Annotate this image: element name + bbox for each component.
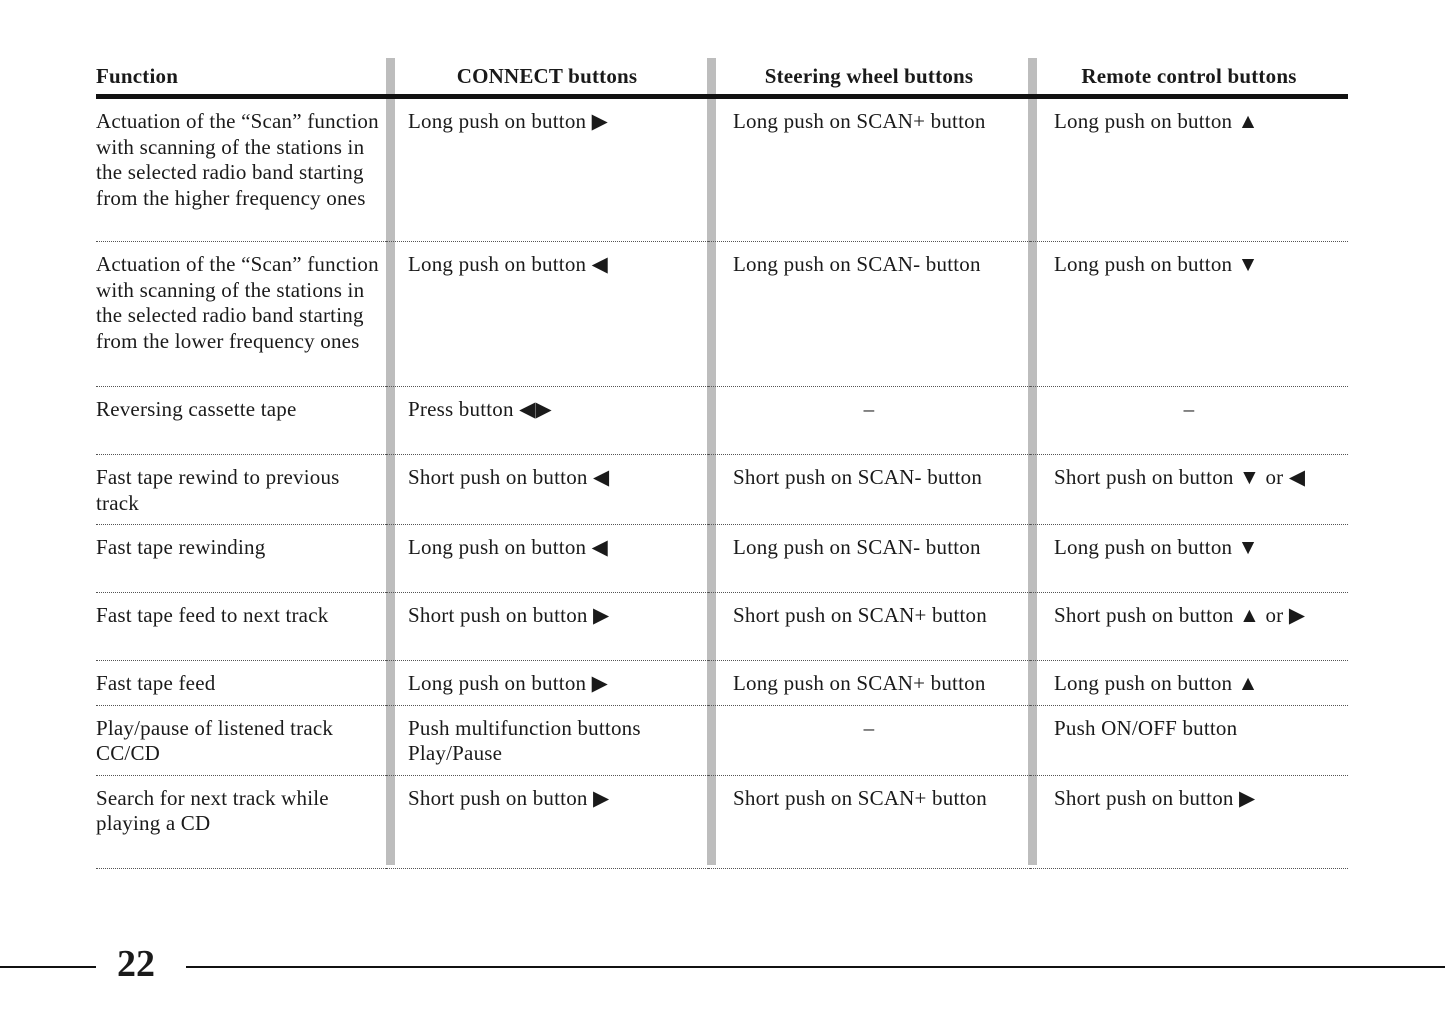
- footer-rule-right: [186, 966, 1445, 968]
- function-cell: Reversing cassette tape: [96, 387, 386, 455]
- remote-cell: Long push on button ▲: [1030, 661, 1348, 706]
- table-row: [96, 97, 1348, 242]
- function-cell: Search for next track while playing a CD: [96, 775, 386, 868]
- steering-cell: Short push on SCAN- button: [708, 455, 1030, 525]
- table-header-row: [96, 58, 1348, 97]
- connect-cell: Long push on button ▶: [386, 661, 708, 706]
- steering-cell: –: [708, 387, 1030, 455]
- steering-cell: Long push on SCAN+ button: [708, 97, 1030, 242]
- header-steering: Steering wheel buttons: [708, 58, 1030, 97]
- steering-cell: Long push on SCAN+ button: [708, 661, 1030, 706]
- function-cell: Actuation of the “Scan” function with scanning of the stations in the selected radio band starting from the higher frequency ones: [96, 97, 386, 242]
- function-cell: Actuation of the “Scan” function with scanning of the stations in the selected radio band starting from the lower frequency ones: [96, 242, 386, 387]
- connect-cell: Long push on button ◀: [386, 242, 708, 387]
- connect-cell: Long push on button ◀: [386, 525, 708, 593]
- function-cell: Fast tape rewind to previous track: [96, 455, 386, 525]
- button-functions-table: [96, 58, 1348, 869]
- table-row: [96, 387, 1348, 455]
- steering-cell: Short push on SCAN+ button: [708, 593, 1030, 661]
- steering-cell: Long push on SCAN- button: [708, 242, 1030, 387]
- header-remote: Remote control buttons: [1030, 58, 1348, 97]
- remote-cell: Long push on button ▼: [1030, 525, 1348, 593]
- remote-cell: Push ON/OFF button: [1030, 705, 1348, 775]
- remote-cell: Long push on button ▼: [1030, 242, 1348, 387]
- remote-cell: Long push on button ▲: [1030, 97, 1348, 242]
- connect-cell: Push multifunction buttons Play/Pause: [386, 705, 708, 775]
- header-function: Function: [96, 58, 386, 97]
- function-cell: Fast tape feed to next track: [96, 593, 386, 661]
- table-row: [96, 242, 1348, 387]
- function-cell: Fast tape feed: [96, 661, 386, 706]
- table-row: [96, 775, 1348, 868]
- table-row: [96, 593, 1348, 661]
- remote-cell: –: [1030, 387, 1348, 455]
- table-row: [96, 661, 1348, 706]
- connect-cell: Long push on button ▶: [386, 97, 708, 242]
- steering-cell: Short push on SCAN+ button: [708, 775, 1030, 868]
- page-number: 22: [117, 943, 155, 985]
- header-connect: CONNECT buttons: [386, 58, 708, 97]
- steering-cell: –: [708, 705, 1030, 775]
- connect-cell: Short push on button ▶: [386, 775, 708, 868]
- function-cell: Fast tape rewinding: [96, 525, 386, 593]
- connect-cell: Short push on button ◀: [386, 455, 708, 525]
- table-row: [96, 525, 1348, 593]
- table-row: [96, 455, 1348, 525]
- connect-cell: Short push on button ▶: [386, 593, 708, 661]
- remote-cell: Short push on button ▶: [1030, 775, 1348, 868]
- remote-cell: Short push on button ▼ or ◀: [1030, 455, 1348, 525]
- table-row: [96, 705, 1348, 775]
- connect-cell: Press button ◀▶: [386, 387, 708, 455]
- steering-cell: Long push on SCAN- button: [708, 525, 1030, 593]
- footer-rule-left: [0, 966, 96, 968]
- function-cell: Play/pause of listened track CC/CD: [96, 705, 386, 775]
- remote-cell: Short push on button ▲ or ▶: [1030, 593, 1348, 661]
